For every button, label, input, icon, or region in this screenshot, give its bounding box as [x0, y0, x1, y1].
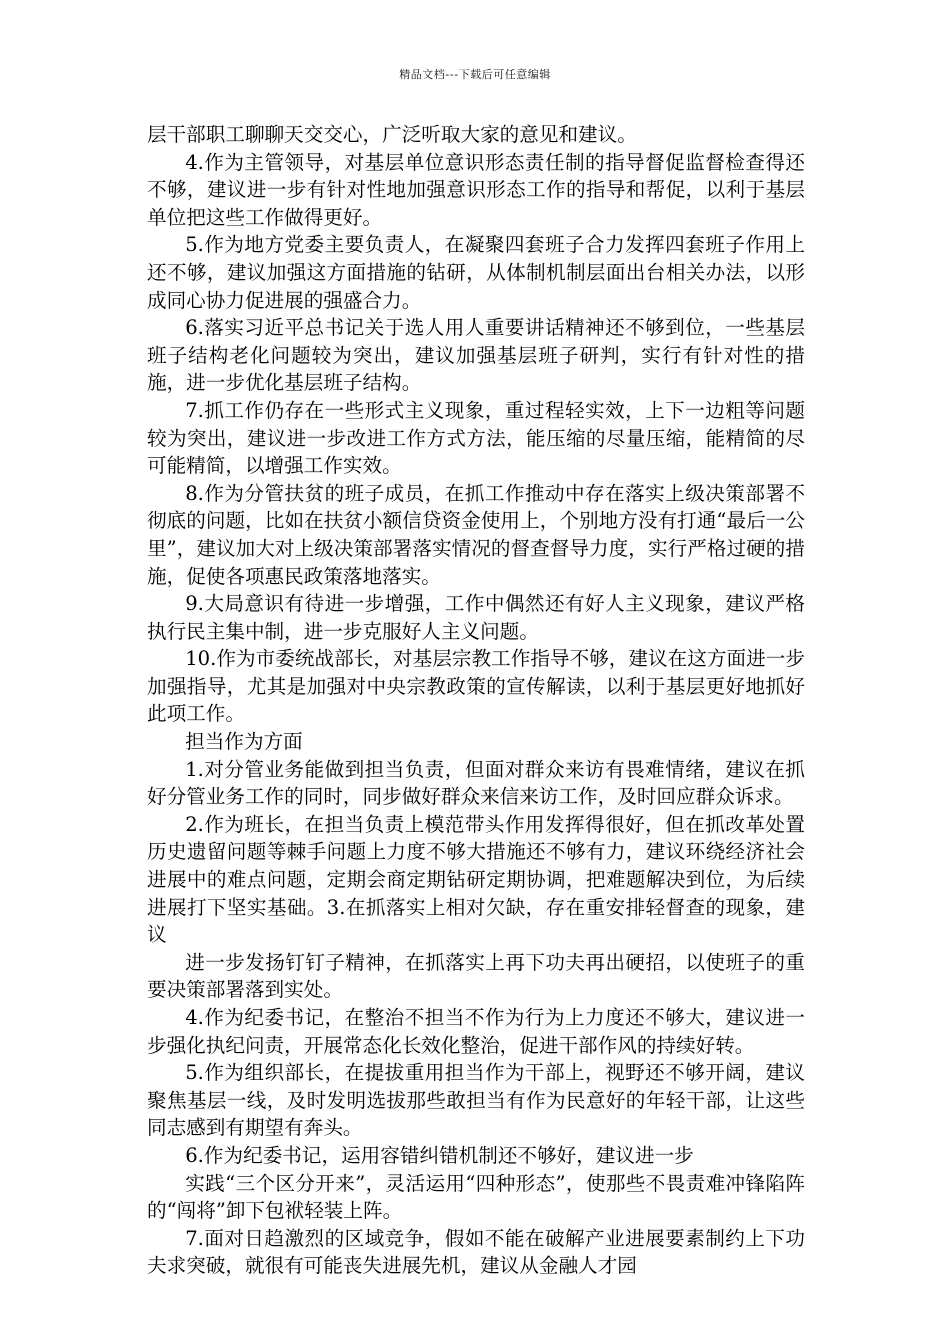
paragraph: 5.作为地方党委主要负责人，在凝聚四套班子合力发挥四套班子作用上还不够，建议加强这方面措施的钻研，从体制机制层面出台相关办法，以形成同心协力促进展的强盛合力。: [147, 233, 805, 312]
section-heading: 担当作为方面: [185, 730, 303, 754]
paragraph: 4.作为纪委书记，在整治不担当不作为行为上力度还不够大，建议进一步强化执纪问责，开展常态化长效化整治，促进干部作风的持续好转。: [147, 1006, 805, 1057]
paragraph: 9.大局意识有待进一步增强，工作中偶然还有好人主义现象，建议严格执行民主集中制，进一步克服好人主义问题。: [147, 592, 805, 643]
paragraph: 1.对分管业务能做到担当负责，但面对群众来访有畏难情绪，建议在抓好分管业务工作的同时，同步做好群众来信来访工作，及时回应群众诉求。: [147, 757, 805, 809]
document-body: [147, 121, 805, 1280]
paragraph: 6.作为纪委书记，运用容错纠错机制还不够好，建议进一步: [185, 1143, 694, 1167]
paragraph: 4.作为主管领导，对基层单位意识形态责任制的指导督促监督检查得还不够，建议进一步有针对性地加强意识形态工作的指导和帮促，以利于基层单位把这些工作做得更好。: [147, 150, 805, 229]
paragraph: 进一步发扬钉钉子精神，在抓落实上再下功夫再出硬招，以使班子的重要决策部署落到实处。: [147, 950, 805, 1002]
paragraph: 10.作为市委统战部长，对基层宗教工作指导不够，建议在这方面进一步加强指导，尤其是加强对中央宗教政策的宣传解读，以利于基层更好地抓好此项工作。: [147, 647, 805, 726]
paragraph: 7.面对日趋激烈的区域竞争，假如不能在破解产业进展要素制约上下功夫求突破，就很有可能丧失进展先机，建议从金融人才园: [147, 1226, 805, 1278]
paragraph: 实践“三个区分开来”，灵活运用“四种形态”，使那些不畏责难冲锋陷阵的“闯将”卸下包袱轻装上阵。: [147, 1171, 805, 1223]
paragraph: 6.落实习近平总书记关于选人用人重要讲话精神还不够到位，一些基层班子结构老化问题较为突出，建议加强基层班子研判，实行有针对性的措施，进一步优化基层班子结构。: [147, 316, 805, 395]
page-header: 精品文档---下载后可任意编辑: [399, 68, 551, 81]
paragraph: 层干部职工聊聊天交交心，广泛听取大家的意见和建议。: [147, 123, 637, 146]
paragraph: 8.作为分管扶贫的班子成员，在抓工作推动中存在落实上级决策部署不彻底的问题，比如在扶贫小额信贷资金使用上，个别地方没有打通“最后一公里”，建议加大对上级决策部署落实情况的督查督导力度，实行严格过硬的措施，促使各项惠民政策落地落实。: [147, 481, 805, 588]
paragraph: 5.作为组织部长，在提拔重用担当作为干部上，视野还不够开阔，建议聚焦基层一线，及时发明选拔那些敢担当有作为民意好的年轻干部，让这些同志感到有期望有奔头。: [147, 1061, 805, 1140]
paragraph: 2.作为班长，在担当负责上模范带头作用发挥得很好，但在抓改革处置历史遗留问题等棘手问题上力度不够大措施还不够有力，建议环绕经济社会进展中的难点问题，定期会商定期钻研定期协调，把难题解决到位，为后续进展打下坚实基础。3.在抓落实上相对欠缺，存在重安排轻督查的现象，建议: [147, 812, 805, 947]
paragraph: 7.抓工作仍存在一些形式主义现象，重过程轻实效，上下一边粗等问题较为突出，建议进一步改进工作方式方法，能压缩的尽量压缩，能精简的尽可能精简，以增强工作实效。: [147, 398, 805, 478]
